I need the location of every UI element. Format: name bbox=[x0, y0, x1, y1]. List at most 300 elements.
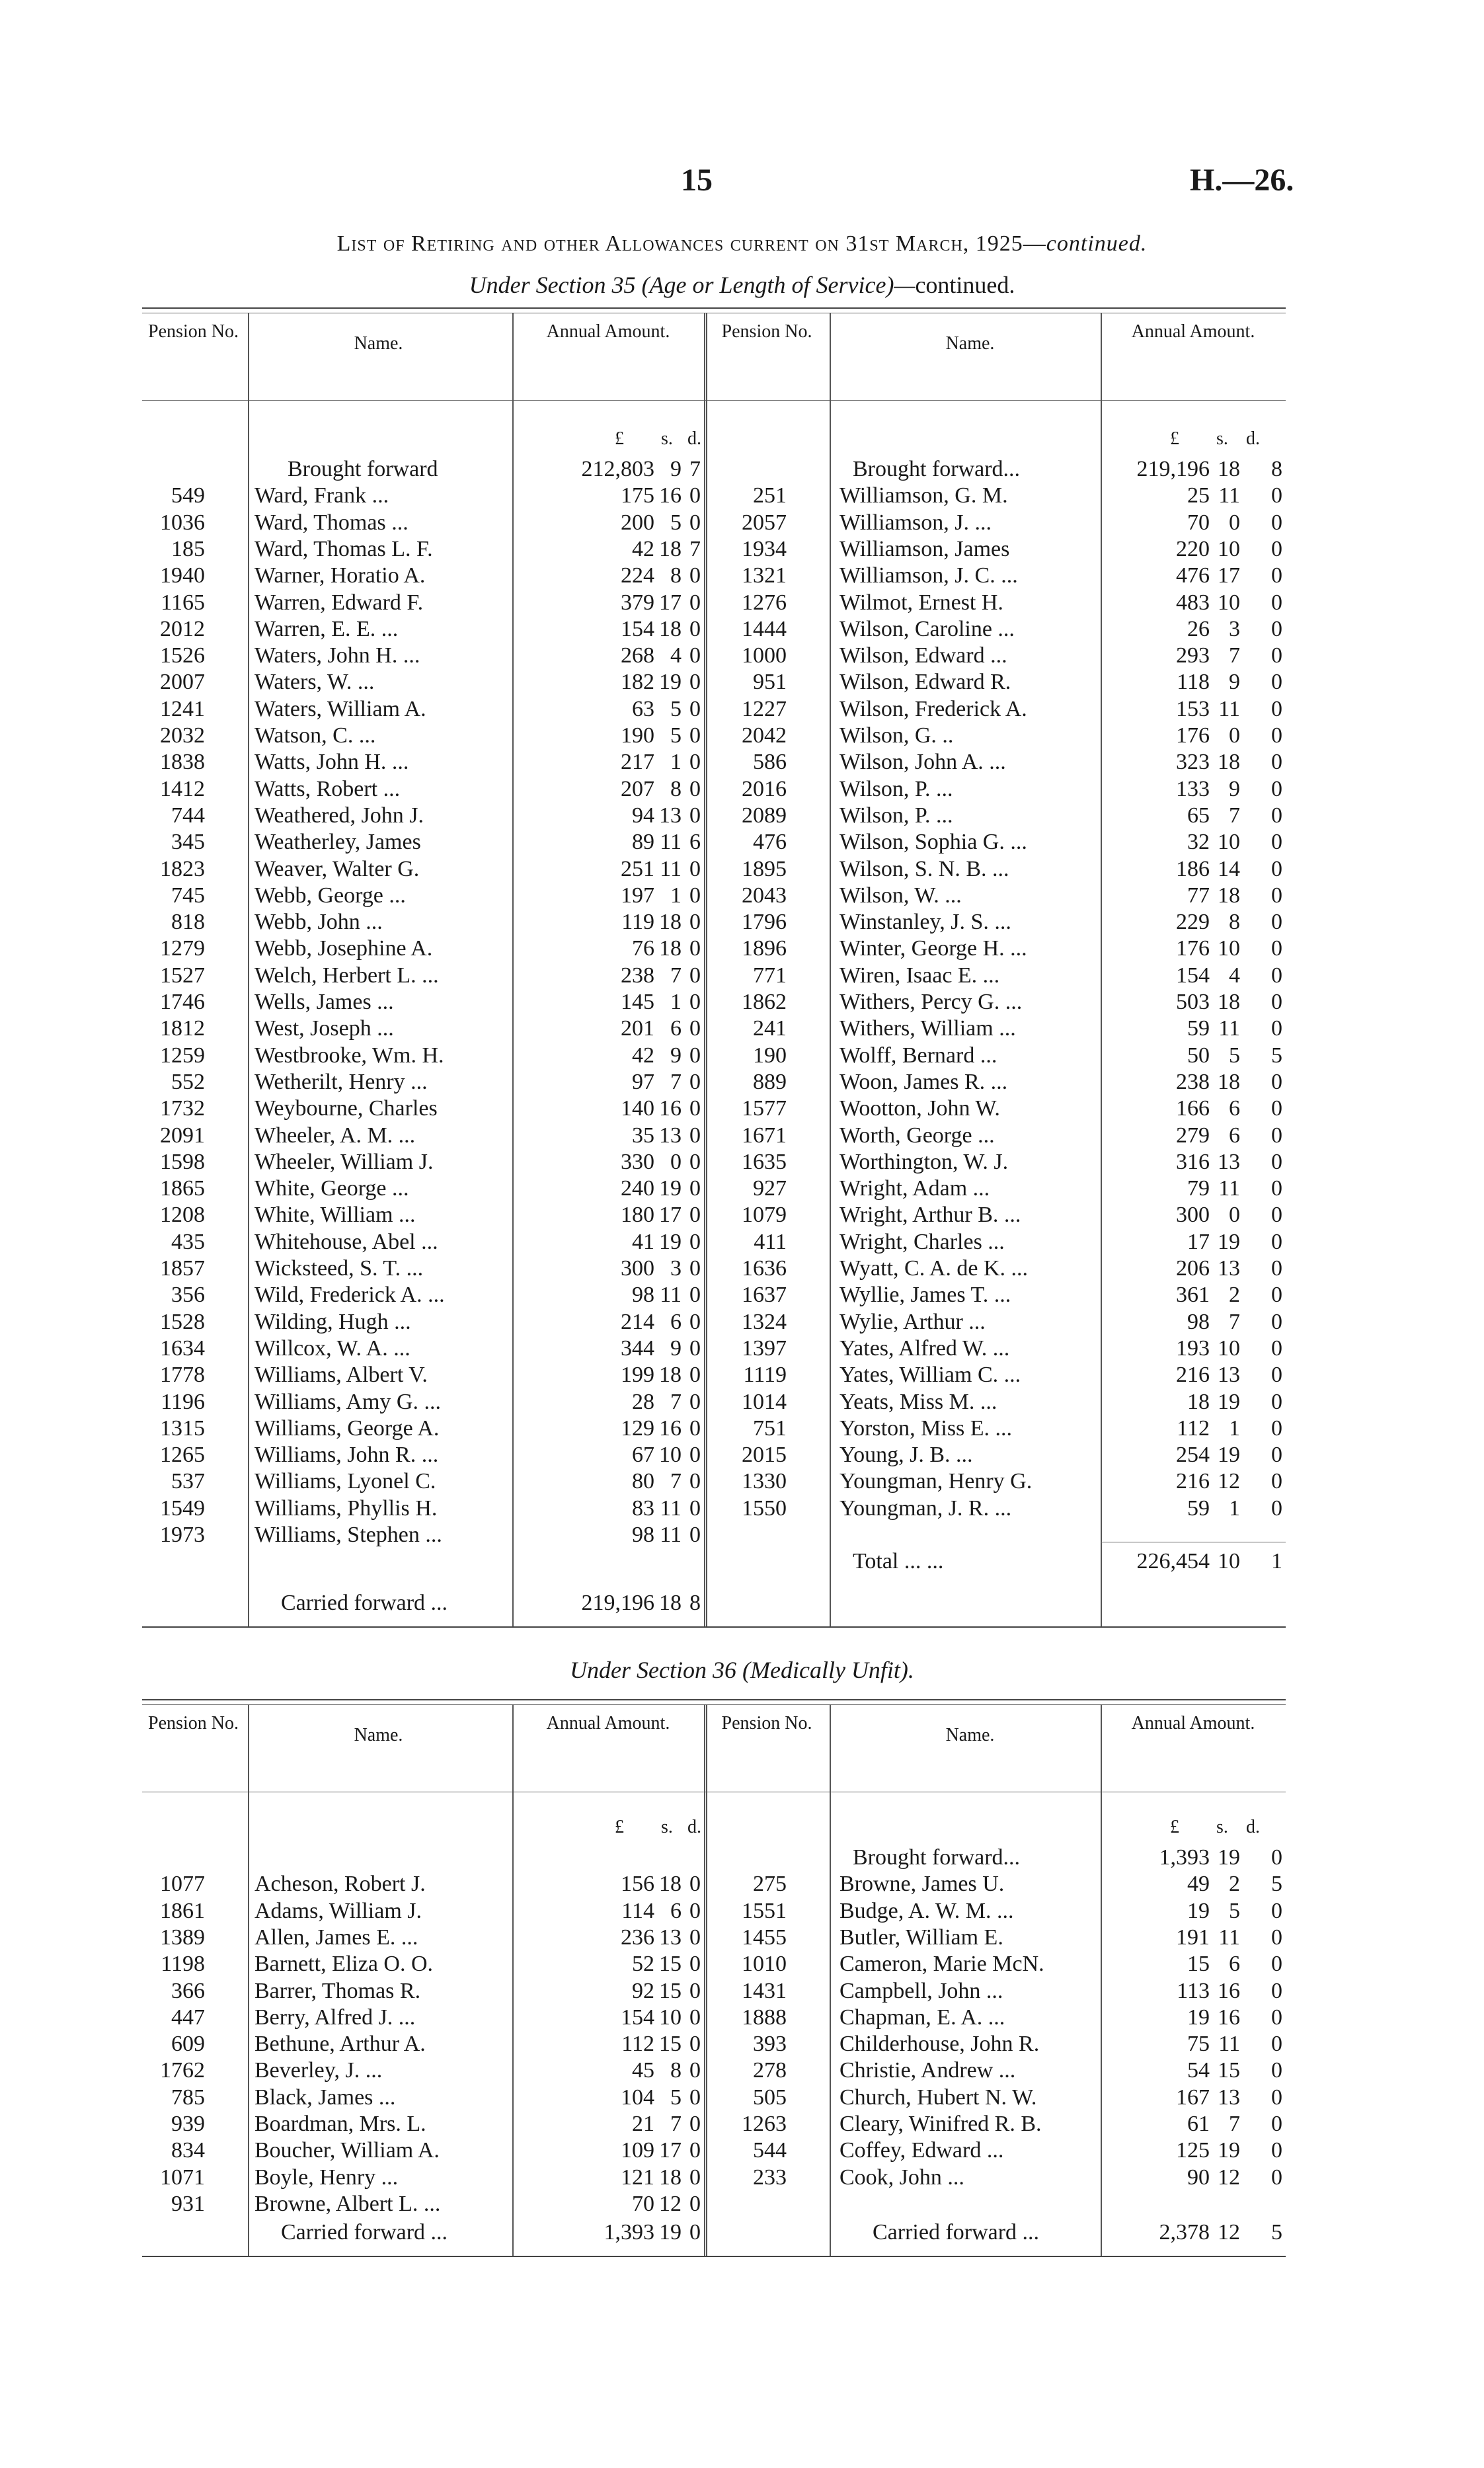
amount-shillings: 19 bbox=[659, 1176, 682, 1201]
pensioner-name: Adams, William J. bbox=[254, 1898, 422, 1923]
amount-pounds: 153 bbox=[1176, 696, 1210, 721]
pensioner-name: Wilson, John A. ... bbox=[840, 750, 1006, 775]
pensioner-name: Cleary, Winifred R. B. bbox=[840, 2112, 1042, 2136]
pension-number: 1671 bbox=[742, 1123, 787, 1148]
amount-pence: 5 bbox=[1271, 1043, 1282, 1068]
amount-pence: 0 bbox=[689, 990, 701, 1014]
column-divider bbox=[830, 1704, 831, 2256]
pensioner-name: Wiren, Isaac E. ... bbox=[840, 963, 1000, 988]
pensioner-name: Watts, John H. ... bbox=[254, 750, 409, 775]
pension-number: 1241 bbox=[160, 696, 205, 721]
pension-number: 1455 bbox=[742, 1925, 787, 1950]
amount-pence: 0 bbox=[1271, 616, 1282, 641]
header-pension-no: Pension No. bbox=[148, 1713, 239, 1733]
pension-number: 552 bbox=[171, 1069, 205, 1094]
amount-pounds: 70 bbox=[1187, 510, 1210, 535]
amount-shillings: 16 bbox=[659, 483, 682, 508]
pensioner-name: Wicksteed, S. T. ... bbox=[254, 1256, 424, 1281]
pensioner-name: Wilson, S. N. B. ... bbox=[840, 856, 1009, 881]
page-number: 15 bbox=[681, 163, 713, 198]
carried-forward-pence: 8 bbox=[689, 1591, 701, 1615]
pensioner-name: Williams, Amy G. ... bbox=[254, 1389, 441, 1414]
brought-forward-pence: 7 bbox=[689, 457, 701, 481]
amount-pence: 0 bbox=[689, 2165, 701, 2190]
header-name: Name. bbox=[354, 1725, 403, 1745]
pensioner-name: Withers, William ... bbox=[840, 1016, 1016, 1041]
amount-pounds: 98 bbox=[632, 1283, 654, 1308]
pensioner-name: Ward, Frank ... bbox=[254, 483, 389, 508]
pension-number: 1014 bbox=[742, 1389, 787, 1414]
amount-shillings: 0 bbox=[1229, 510, 1240, 535]
amount-shillings: 11 bbox=[1218, 483, 1240, 508]
amount-shillings: 6 bbox=[1229, 1123, 1240, 1148]
pension-number: 447 bbox=[171, 2005, 205, 2030]
amount-pounds: 18 bbox=[1187, 1389, 1210, 1414]
amount-shillings: 19 bbox=[1218, 1389, 1240, 1414]
pensioner-name: West, Joseph ... bbox=[254, 1016, 394, 1041]
amount-shillings: 13 bbox=[1218, 1256, 1240, 1281]
amount-shillings: 11 bbox=[660, 1283, 682, 1308]
amount-shillings: 19 bbox=[659, 1229, 682, 1254]
amount-pence: 0 bbox=[1271, 2112, 1282, 2136]
pensioner-name: Weybourne, Charles bbox=[254, 1096, 438, 1121]
amount-pence: 0 bbox=[689, 963, 701, 988]
pensioner-name: Watts, Robert ... bbox=[254, 776, 401, 801]
pensioner-name: Wyllie, James T. ... bbox=[840, 1283, 1011, 1308]
pension-number: 1934 bbox=[742, 536, 787, 561]
pension-number: 1315 bbox=[160, 1415, 205, 1441]
amount-pounds: 83 bbox=[632, 1495, 654, 1521]
amount-shillings: 8 bbox=[1229, 910, 1240, 935]
amount-pence: 0 bbox=[1271, 1176, 1282, 1201]
amount-pounds: 166 bbox=[1176, 1096, 1210, 1121]
pension-number: 1527 bbox=[160, 963, 205, 988]
amount-pounds: 21 bbox=[632, 2112, 654, 2136]
amount-pence: 0 bbox=[1271, 1925, 1282, 1950]
amount-shillings: 19 bbox=[659, 670, 682, 695]
carried-forward-label: Carried forward ... bbox=[281, 2220, 448, 2245]
amount-pence: 0 bbox=[689, 776, 701, 801]
table-top-rule bbox=[142, 1699, 1286, 1700]
amount-shillings: 7 bbox=[1229, 1309, 1240, 1334]
amount-shillings: 6 bbox=[1229, 1952, 1240, 1977]
total-pounds: 226,454 bbox=[1136, 1549, 1210, 1573]
amount-shillings: 18 bbox=[1218, 990, 1240, 1014]
amount-shillings: 16 bbox=[1218, 1978, 1240, 2003]
pensioner-name: Budge, A. W. M. ... bbox=[840, 1898, 1014, 1923]
amount-shillings: 7 bbox=[670, 963, 682, 988]
amount-pence: 0 bbox=[1271, 1415, 1282, 1441]
amount-pounds: 176 bbox=[1176, 723, 1210, 748]
pensioner-name: Wolff, Bernard ... bbox=[840, 1043, 997, 1068]
header-pension-no: Pension No. bbox=[721, 1713, 812, 1733]
amount-shillings: 5 bbox=[670, 723, 682, 748]
pensioner-name: Butler, William E. bbox=[840, 1925, 1003, 1950]
amount-pence: 0 bbox=[1271, 830, 1282, 855]
pensioner-name: Cook, John ... bbox=[840, 2165, 964, 2190]
amount-pounds: 207 bbox=[621, 776, 654, 801]
amount-shillings: 13 bbox=[1218, 2085, 1240, 2110]
amount-pence: 5 bbox=[1271, 1872, 1282, 1897]
pension-number: 278 bbox=[753, 2058, 787, 2083]
pension-number: 1227 bbox=[742, 696, 787, 721]
amount-shillings: 11 bbox=[1218, 1016, 1240, 1041]
amount-pence: 0 bbox=[689, 803, 701, 828]
pension-number: 1838 bbox=[160, 750, 205, 775]
amount-pounds: 145 bbox=[621, 990, 654, 1014]
unit-pence: d. bbox=[1246, 1817, 1260, 1837]
pension-number: 1746 bbox=[160, 990, 205, 1014]
pension-number: 2007 bbox=[160, 670, 205, 695]
amount-pounds: 300 bbox=[621, 1256, 654, 1281]
pension-number: 834 bbox=[171, 2138, 205, 2163]
amount-pence: 0 bbox=[689, 1495, 701, 1521]
page-reference: H.—26. bbox=[1190, 163, 1294, 198]
pensioner-name: Wright, Adam ... bbox=[840, 1176, 990, 1201]
amount-shillings: 10 bbox=[659, 1443, 682, 1468]
pension-number: 1896 bbox=[742, 936, 787, 961]
amount-pounds: 254 bbox=[1176, 1443, 1210, 1468]
pension-number: 1796 bbox=[742, 910, 787, 935]
column-divider bbox=[248, 1704, 249, 2256]
pension-number: 1635 bbox=[742, 1149, 787, 1174]
amount-pence: 0 bbox=[1271, 1898, 1282, 1923]
amount-shillings: 7 bbox=[1229, 803, 1240, 828]
amount-pence: 0 bbox=[689, 1925, 701, 1950]
pension-number: 2089 bbox=[742, 803, 787, 828]
table-bottom-rule bbox=[142, 2256, 1286, 2257]
carried-forward-shillings: 18 bbox=[659, 1591, 682, 1615]
pension-number: 1634 bbox=[160, 1335, 205, 1361]
pensioner-name: Williams, George A. bbox=[254, 1415, 440, 1441]
header-annual-amount: Annual Amount. bbox=[1131, 321, 1255, 342]
amount-shillings: 7 bbox=[670, 1069, 682, 1094]
brought-forward-label: Brought forward... bbox=[853, 1845, 1021, 1870]
total-label: Total ... ... bbox=[853, 1549, 944, 1573]
carried-forward-pounds: 219,196 bbox=[581, 1591, 654, 1615]
amount-pence: 0 bbox=[1271, 2005, 1282, 2030]
amount-pounds: 112 bbox=[1177, 1415, 1210, 1441]
pensioner-name: Browne, James U. bbox=[840, 1872, 1005, 1897]
amount-shillings: 10 bbox=[659, 2005, 682, 2030]
pension-number: 1550 bbox=[742, 1495, 787, 1521]
pension-number: 233 bbox=[753, 2165, 787, 2190]
pensioner-name: Yeats, Miss M. ... bbox=[840, 1389, 997, 1414]
amount-pence: 0 bbox=[1271, 803, 1282, 828]
amount-pounds: 217 bbox=[621, 750, 654, 775]
amount-pence: 0 bbox=[689, 910, 701, 935]
header-annual-amount: Annual Amount. bbox=[546, 321, 670, 342]
amount-pounds: 361 bbox=[1176, 1283, 1210, 1308]
pensioner-name: Wootton, John W. bbox=[840, 1096, 1000, 1121]
pension-number: 2016 bbox=[742, 776, 787, 801]
amount-pounds: 379 bbox=[621, 590, 654, 615]
pensioner-name: Childerhouse, John R. bbox=[840, 2032, 1040, 2057]
amount-pounds: 344 bbox=[621, 1335, 654, 1361]
amount-shillings: 11 bbox=[660, 1495, 682, 1521]
amount-pence: 0 bbox=[689, 1096, 701, 1121]
amount-pence: 0 bbox=[689, 2005, 701, 2030]
pensioner-name: Waters, William A. bbox=[254, 696, 426, 721]
amount-shillings: 1 bbox=[670, 990, 682, 1014]
amount-pence: 0 bbox=[689, 1443, 701, 1468]
page-title bbox=[0, 231, 1484, 257]
pensioner-name: Church, Hubert N. W. bbox=[840, 2085, 1037, 2110]
pensioner-name: Webb, John ... bbox=[254, 910, 383, 935]
amount-shillings: 12 bbox=[659, 2191, 682, 2216]
total-pence: 1 bbox=[1271, 1549, 1282, 1573]
amount-pounds: 300 bbox=[1176, 1203, 1210, 1228]
amount-pounds: 190 bbox=[621, 723, 654, 748]
pensioner-name: White, William ... bbox=[254, 1203, 416, 1228]
pensioner-name: Wright, Arthur B. ... bbox=[840, 1203, 1021, 1228]
pensioner-name: Wright, Charles ... bbox=[840, 1229, 1005, 1254]
amount-pence: 0 bbox=[689, 696, 701, 721]
pension-number: 1279 bbox=[160, 936, 205, 961]
pensioner-name: Barrer, Thomas R. bbox=[254, 1978, 421, 2003]
pensioner-name: Wild, Frederick A. ... bbox=[254, 1283, 445, 1308]
amount-pence: 0 bbox=[1271, 2058, 1282, 2083]
amount-pounds: 80 bbox=[632, 1469, 654, 1494]
amount-pence: 0 bbox=[689, 1016, 701, 1041]
amount-pence: 0 bbox=[1271, 883, 1282, 908]
amount-pounds: 61 bbox=[1187, 2112, 1210, 2136]
amount-pence: 0 bbox=[689, 1363, 701, 1388]
pensioner-name: Withers, Percy G. ... bbox=[840, 990, 1023, 1014]
amount-pounds: 98 bbox=[632, 1523, 654, 1547]
pension-number: 2015 bbox=[742, 1443, 787, 1468]
header-annual-amount: Annual Amount. bbox=[1131, 1713, 1255, 1733]
carried-forward-label: Carried forward ... bbox=[281, 1591, 448, 1615]
amount-shillings: 8 bbox=[670, 2058, 682, 2083]
pension-number: 435 bbox=[171, 1229, 205, 1254]
amount-pounds: 90 bbox=[1187, 2165, 1210, 2190]
amount-pounds: 54 bbox=[1187, 2058, 1210, 2083]
pension-number: 1526 bbox=[160, 643, 205, 668]
pension-number: 1528 bbox=[160, 1309, 205, 1334]
amount-shillings: 18 bbox=[659, 1363, 682, 1388]
brought-forward-pence: 0 bbox=[1271, 1845, 1282, 1870]
amount-pence: 0 bbox=[1271, 670, 1282, 695]
pensioner-name: Webb, George ... bbox=[254, 883, 406, 908]
amount-pounds: 268 bbox=[621, 643, 654, 668]
pension-number: 1276 bbox=[742, 590, 787, 615]
pensioner-name: Wilson, G. .. bbox=[840, 723, 954, 748]
amount-pence: 0 bbox=[689, 856, 701, 881]
amount-shillings: 7 bbox=[670, 1469, 682, 1494]
amount-shillings: 18 bbox=[659, 1872, 682, 1897]
pension-number: 1079 bbox=[742, 1203, 787, 1228]
header-name: Name. bbox=[945, 333, 995, 354]
pensioner-name: Berry, Alfred J. ... bbox=[254, 2005, 416, 2030]
pensioner-name: Boucher, William A. bbox=[254, 2138, 440, 2163]
amount-pounds: 92 bbox=[632, 1978, 654, 2003]
amount-pence: 0 bbox=[1271, 776, 1282, 801]
pension-number: 1940 bbox=[160, 563, 205, 588]
pensioner-name: Whitehouse, Abel ... bbox=[254, 1229, 438, 1254]
brought-forward-pounds: 212,803 bbox=[581, 457, 654, 481]
pension-number: 1412 bbox=[160, 776, 205, 801]
pension-number: 275 bbox=[753, 1872, 787, 1897]
pension-number: 744 bbox=[171, 803, 205, 828]
header-name: Name. bbox=[945, 1725, 995, 1745]
amount-pounds: 238 bbox=[621, 963, 654, 988]
amount-pounds: 240 bbox=[621, 1176, 654, 1201]
amount-pence: 0 bbox=[689, 670, 701, 695]
amount-pounds: 19 bbox=[1187, 1898, 1210, 1923]
pensioner-name: Black, James ... bbox=[254, 2085, 396, 2110]
pensioner-name: Worth, George ... bbox=[840, 1123, 995, 1148]
amount-pounds: 206 bbox=[1176, 1256, 1210, 1281]
amount-pence: 0 bbox=[689, 1283, 701, 1308]
amount-pence: 0 bbox=[689, 1229, 701, 1254]
amount-pounds: 133 bbox=[1176, 776, 1210, 801]
unit-pounds: £ bbox=[615, 428, 624, 449]
amount-shillings: 5 bbox=[670, 510, 682, 535]
pension-number: 1778 bbox=[160, 1363, 205, 1388]
amount-pence: 0 bbox=[1271, 1363, 1282, 1388]
pension-number: 785 bbox=[171, 2085, 205, 2110]
pensioner-name: Winter, George H. ... bbox=[840, 936, 1027, 961]
amount-pence: 0 bbox=[689, 483, 701, 508]
amount-pounds: 182 bbox=[621, 670, 654, 695]
pensioner-name: Coffey, Edward ... bbox=[840, 2138, 1004, 2163]
amount-pence: 0 bbox=[689, 2032, 701, 2057]
amount-pounds: 193 bbox=[1176, 1335, 1210, 1361]
amount-pounds: 52 bbox=[632, 1952, 654, 1977]
unit-pounds: £ bbox=[1170, 1817, 1179, 1837]
pension-number: 476 bbox=[753, 830, 787, 855]
pensioner-name: Worthington, W. J. bbox=[840, 1149, 1009, 1174]
amount-shillings: 10 bbox=[1218, 830, 1240, 855]
pension-number: 771 bbox=[753, 963, 787, 988]
amount-shillings: 4 bbox=[670, 643, 682, 668]
pensioner-name: Williamson, J. C. ... bbox=[840, 563, 1018, 588]
total-shillings: 10 bbox=[1218, 1549, 1240, 1573]
pensioner-name: Wilson, P. ... bbox=[840, 803, 953, 828]
amount-pounds: 214 bbox=[621, 1309, 654, 1334]
amount-pence: 0 bbox=[1271, 2085, 1282, 2110]
amount-pence: 0 bbox=[1271, 856, 1282, 881]
amount-shillings: 5 bbox=[1229, 1898, 1240, 1923]
pensioner-name: Wilmot, Ernest H. bbox=[840, 590, 1003, 615]
pension-number: 2042 bbox=[742, 723, 787, 748]
amount-pence: 0 bbox=[1271, 1952, 1282, 1977]
amount-pence: 0 bbox=[1271, 2032, 1282, 2057]
pensioner-name: Weathered, John J. bbox=[254, 803, 424, 828]
column-divider bbox=[1101, 313, 1102, 1626]
amount-shillings: 11 bbox=[1218, 696, 1240, 721]
amount-pounds: 97 bbox=[632, 1069, 654, 1094]
amount-pounds: 323 bbox=[1176, 750, 1210, 775]
unit-pence: d. bbox=[687, 1817, 701, 1837]
pensioner-name: Wilson, Edward R. bbox=[840, 670, 1011, 695]
amount-pounds: 119 bbox=[621, 910, 654, 935]
amount-pounds: 94 bbox=[632, 803, 654, 828]
amount-pence: 0 bbox=[1271, 1203, 1282, 1228]
carried-forward-shillings: 12 bbox=[1218, 2220, 1240, 2245]
amount-pence: 0 bbox=[1271, 936, 1282, 961]
amount-shillings: 8 bbox=[670, 776, 682, 801]
pensioner-name: Wylie, Arthur ... bbox=[840, 1309, 986, 1334]
amount-shillings: 2 bbox=[1229, 1872, 1240, 1897]
amount-shillings: 13 bbox=[659, 1123, 682, 1148]
amount-shillings: 18 bbox=[1218, 1069, 1240, 1094]
amount-shillings: 8 bbox=[670, 563, 682, 588]
pension-number: 1321 bbox=[742, 563, 787, 588]
amount-pounds: 201 bbox=[621, 1016, 654, 1041]
amount-pounds: 76 bbox=[632, 936, 654, 961]
pensioner-name: Barnett, Eliza O. O. bbox=[254, 1952, 434, 1977]
brought-forward-pence: 8 bbox=[1271, 457, 1282, 481]
pensioner-name: Williamson, J. ... bbox=[840, 510, 992, 535]
amount-pounds: 167 bbox=[1176, 2085, 1210, 2110]
pension-number: 356 bbox=[171, 1283, 205, 1308]
pension-number: 1077 bbox=[160, 1872, 205, 1897]
amount-shillings: 9 bbox=[670, 1335, 682, 1361]
amount-shillings: 11 bbox=[1218, 2032, 1240, 2057]
amount-pounds: 238 bbox=[1176, 1069, 1210, 1094]
pension-number: 1196 bbox=[161, 1389, 205, 1414]
amount-shillings: 7 bbox=[670, 1389, 682, 1414]
pensioner-name: Weatherley, James bbox=[254, 830, 421, 855]
pensioner-name: Williamson, G. M. bbox=[840, 483, 1008, 508]
pension-number: 1263 bbox=[742, 2112, 787, 2136]
amount-pounds: 129 bbox=[621, 1415, 654, 1441]
pension-number: 1198 bbox=[161, 1952, 205, 1977]
pensioner-name: Wheeler, A. M. ... bbox=[254, 1123, 416, 1148]
pension-number: 2032 bbox=[160, 723, 205, 748]
amount-pence: 0 bbox=[689, 2085, 701, 2110]
amount-pounds: 35 bbox=[632, 1123, 654, 1148]
pension-number: 586 bbox=[753, 750, 787, 775]
pension-number: 1637 bbox=[742, 1283, 787, 1308]
amount-shillings: 1 bbox=[1229, 1415, 1240, 1441]
header-annual-amount: Annual Amount. bbox=[546, 1713, 670, 1733]
amount-pounds: 156 bbox=[621, 1872, 654, 1897]
unit-pence: d. bbox=[687, 428, 701, 449]
amount-pence: 0 bbox=[1271, 1495, 1282, 1521]
pension-number: 544 bbox=[753, 2138, 787, 2163]
pension-number: 1208 bbox=[160, 1203, 205, 1228]
amount-shillings: 17 bbox=[659, 1203, 682, 1228]
pension-number: 609 bbox=[171, 2032, 205, 2057]
pensioner-name: Wilson, P. ... bbox=[840, 776, 953, 801]
amount-shillings: 13 bbox=[659, 1925, 682, 1950]
amount-shillings: 3 bbox=[1229, 616, 1240, 641]
pension-number: 505 bbox=[753, 2085, 787, 2110]
unit-pounds: £ bbox=[1170, 428, 1179, 449]
table-top-rule-inner bbox=[142, 1704, 1286, 1705]
pensioner-name: Cameron, Marie McN. bbox=[840, 1952, 1044, 1977]
pension-number: 931 bbox=[171, 2191, 205, 2216]
amount-shillings: 18 bbox=[659, 2165, 682, 2190]
pension-number: 2057 bbox=[742, 510, 787, 535]
amount-shillings: 15 bbox=[1218, 2058, 1240, 2083]
pension-number: 1857 bbox=[160, 1256, 205, 1281]
pension-number: 1397 bbox=[742, 1335, 787, 1361]
section36-subtitle bbox=[0, 1656, 1484, 1684]
brought-forward-pounds: 219,196 bbox=[1136, 457, 1210, 481]
pensioner-name: Yates, Alfred W. ... bbox=[840, 1335, 1010, 1361]
pensioner-name: Wilson, Caroline ... bbox=[840, 616, 1015, 641]
amount-pence: 0 bbox=[689, 616, 701, 641]
amount-pence: 0 bbox=[1271, 1229, 1282, 1254]
pensioner-name: Weaver, Walter G. bbox=[254, 856, 420, 881]
pension-number: 345 bbox=[171, 830, 205, 855]
amount-pounds: 199 bbox=[621, 1363, 654, 1388]
amount-pence: 0 bbox=[1271, 1309, 1282, 1334]
